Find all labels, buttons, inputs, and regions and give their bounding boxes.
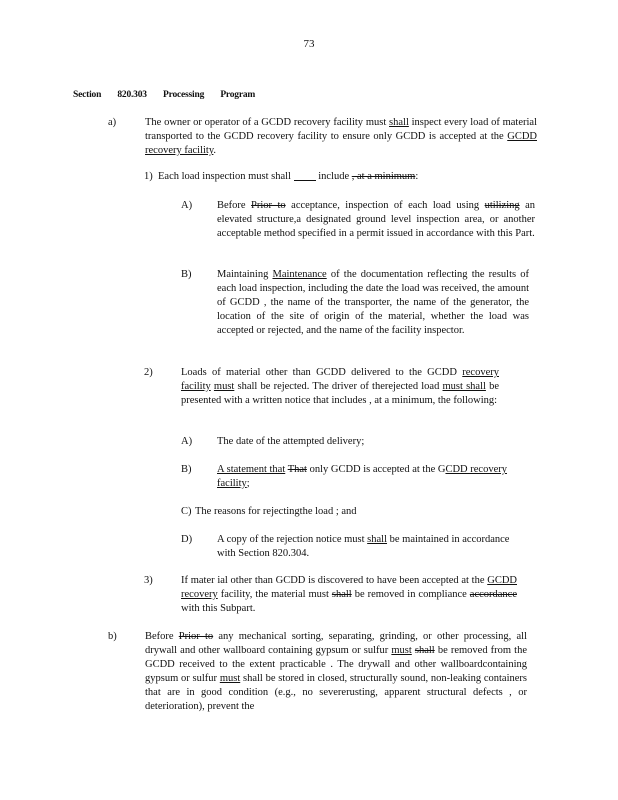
paragraph-a2 [144,366,499,408]
text-run: an elevated structure,a designated ground level inspection area, or another acceptable method specified in a permit issued in accordance with this Part. [217,200,535,239]
paragraph-a1a [181,199,535,241]
section-number: 820.303 [117,90,147,100]
deleted-text: shall [414,645,435,656]
text-run: Loads of material other than GCDD delivered to the GCDD [181,367,463,378]
inserted-text: Maintenance [272,269,327,280]
inserted-text: must [213,381,235,392]
inserted-text: must [391,645,412,656]
section-word: Section [73,90,102,100]
paragraph-label: b) [108,631,117,642]
paragraph-label: 2) [144,367,153,378]
text-run: be maintained in accordance with Section 820.304. [217,534,510,559]
paragraph-label: B) [181,464,192,475]
paragraph-a1b [181,268,529,338]
text-run: : [415,171,419,182]
deleted-mark [294,173,316,181]
text-run: facility, the material must [217,589,332,600]
text-run: be removed in compliance [351,589,470,600]
paragraph-a2b [181,463,517,491]
paragraph-text [181,366,499,408]
text-run: only GCDD is accepted at the G [306,464,446,475]
paragraph-text [158,170,528,184]
paragraph-text [217,533,521,561]
text-run: Maintaining [217,269,273,280]
paragraph-label: 3) [144,575,153,586]
paragraph-label: A) [181,436,193,447]
text-run: A copy of the rejection notice must [217,534,368,545]
paragraph-text [217,463,517,491]
paragraph-text [217,268,529,338]
text-run: acceptance, inspection of each load using [285,200,485,211]
paragraph-label: A) [181,200,193,211]
paragraph-text: The reasons for rejectingthe load ; and [195,506,357,517]
deleted-text: utilizing [484,200,520,211]
page-number: 73 [303,38,315,50]
paragraph-text [145,116,537,158]
paragraph-a1 [144,170,528,184]
paragraph-text [145,630,527,714]
paragraph-label: C) [181,506,192,517]
paragraph-label: D) [181,534,193,545]
text-run: of the documentation reflecting the results of each load inspection, including the date the load was received, the amount of GCDD , the name of the transporter, the name of the generator, the location of the site of origin of the material, whether the load was accepted or rejected, and the name of the facility inspector. [217,269,529,336]
text-run: be removed from the GCDD received to the extent practicable . The drywall and other wallboardcontaining gypsum or sulfur [145,645,527,684]
inserted-text: A statement that [217,464,286,475]
paragraph-a2c [181,505,515,519]
text-run: with this Subpart. [181,603,256,614]
text-run: ; [246,478,250,489]
text-run: Before [145,631,179,642]
deleted-text: Prior to [251,200,286,211]
paragraph-b [108,630,527,714]
paragraph-label: 1) [144,171,153,182]
deleted-text: accordance [469,589,517,600]
paragraph-a2a [181,435,517,449]
paragraph-text [181,574,517,616]
paragraph-a [108,116,537,158]
paragraph-text: The date of the attempted delivery; [217,436,365,447]
inserted-text: shall [367,534,388,545]
inserted-text: must [219,673,241,684]
paragraph-a2d [181,533,521,561]
paragraph-label: B) [181,269,192,280]
inserted-text: GCDD recovery facility [145,131,537,156]
deleted-text: shall [331,589,352,600]
text-run: Each load inspection must shall [158,171,294,182]
section-title-1: Processing [163,90,205,100]
text-run: shall be rejected. The driver of therejected load [234,381,443,392]
section-title-2: Program [220,90,256,100]
section-heading [73,90,269,100]
text-run: If mater ial other than GCDD is discovered to have been accepted at the [181,575,488,586]
paragraph-label: a) [108,117,117,128]
deleted-text: That [287,464,307,475]
deleted-text: , at a minimum [351,171,416,182]
deleted-text: Prior to [178,631,214,642]
text-run: inspect every load of material transported to the GCDD recovery facility to ensure only GCDD is accepted at the [145,117,537,142]
paragraph-text [217,199,535,241]
text-run: be presented with a written notice that includes , at a minimum, the following: [181,381,499,406]
text-run: The owner or operator of a GCDD recovery facility must [145,117,390,128]
text-run: include [315,171,352,182]
inserted-text: recovery facility [181,367,499,392]
text-run: . [213,145,217,156]
inserted-text: CDD recovery facility [217,464,507,489]
inserted-text: must shall [442,381,486,392]
paragraph-a3 [144,574,517,616]
inserted-text: GCDD recovery [181,575,517,600]
text-run: shall be stored in closed, structurally sound, non-leaking containers that are in good condition (e.g., no severerusting, apparent structural defects , or deterioration), prevent the [145,673,527,712]
text-run: any mechanical sorting, separating, grinding, or other processing, all drywall and other wallboard containing gypsum or sulfur [145,631,527,656]
text-run: Before [217,200,252,211]
inserted-text: shall [389,117,409,128]
